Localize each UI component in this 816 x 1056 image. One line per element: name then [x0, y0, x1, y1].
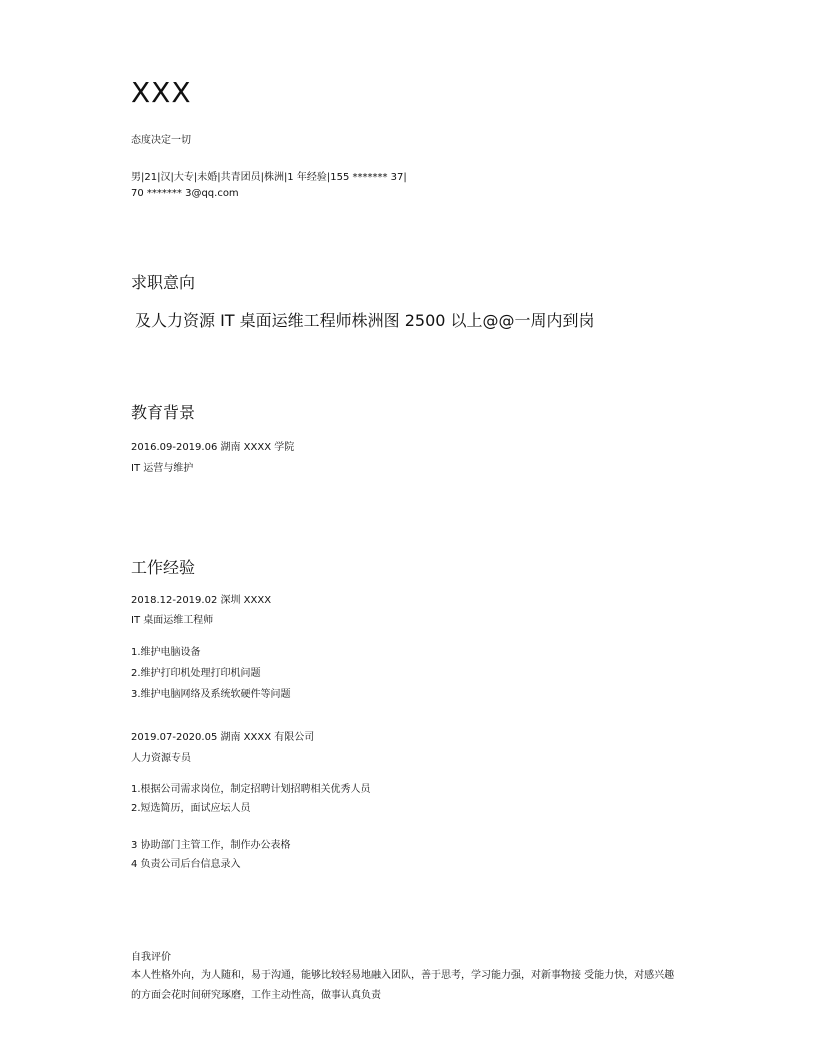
job-intention: 及人力资源 IT 桌面运维工程师株洲图 2500 以上@@一周内到岗: [135, 311, 595, 330]
job-duty: 2.维护打印机处理打印机问题: [131, 668, 261, 679]
self-evaluation-line1: 本人性格外向，为人随和，易于沟通，能够比较轻易地融入团队，善于思考，学习能力强，对新事物接 受能力快，对感兴趣: [131, 970, 675, 981]
section-title-education: 教育背景: [131, 403, 196, 422]
personal-info-line2: 70 ******* 3@qq.com: [131, 188, 239, 199]
section-title-experience: 工作经验: [131, 558, 196, 577]
job-duty: 1.维护电脑设备: [131, 647, 201, 658]
job-duty: 3.维护电脑网络及系统软硬件等问题: [131, 689, 291, 700]
job-duty: 4 负责公司后台信息录入: [131, 859, 241, 870]
personal-info-line1: 男|21|汉|大专|未婚|共青团员|株洲|1 年经验|155 ******* 37|: [131, 172, 407, 183]
job-position: 人力资源专员: [131, 753, 191, 764]
section-title-intention: 求职意向: [131, 273, 196, 292]
job-period-company: 2019.07-2020.05 湖南 XXXX 有限公司: [131, 732, 315, 743]
education-period-school: 2016.09-2019.06 湖南 XXXX 学院: [131, 442, 295, 453]
self-evaluation-line2: 的方面会花时间研究琢磨，工作主动性高，做事认真负责: [131, 990, 381, 1001]
job-position: IT 桌面运维工程师: [131, 615, 214, 626]
motto: 态度决定一切: [131, 135, 191, 146]
job-duty: 3 协助部门主管工作，制作办公表格: [131, 840, 291, 851]
section-title-self-evaluation: 自我评价: [131, 952, 171, 963]
job-duty: 2.短选简历，面试应坛人员: [131, 803, 251, 814]
candidate-name: XXX: [131, 76, 192, 109]
education-major: IT 运营与维护: [131, 463, 194, 474]
job-period-company: 2018.12-2019.02 深圳 XXXX: [131, 595, 272, 606]
job-duty: 1.根据公司需求岗位，制定招聘计划招聘相关优秀人员: [131, 784, 371, 795]
